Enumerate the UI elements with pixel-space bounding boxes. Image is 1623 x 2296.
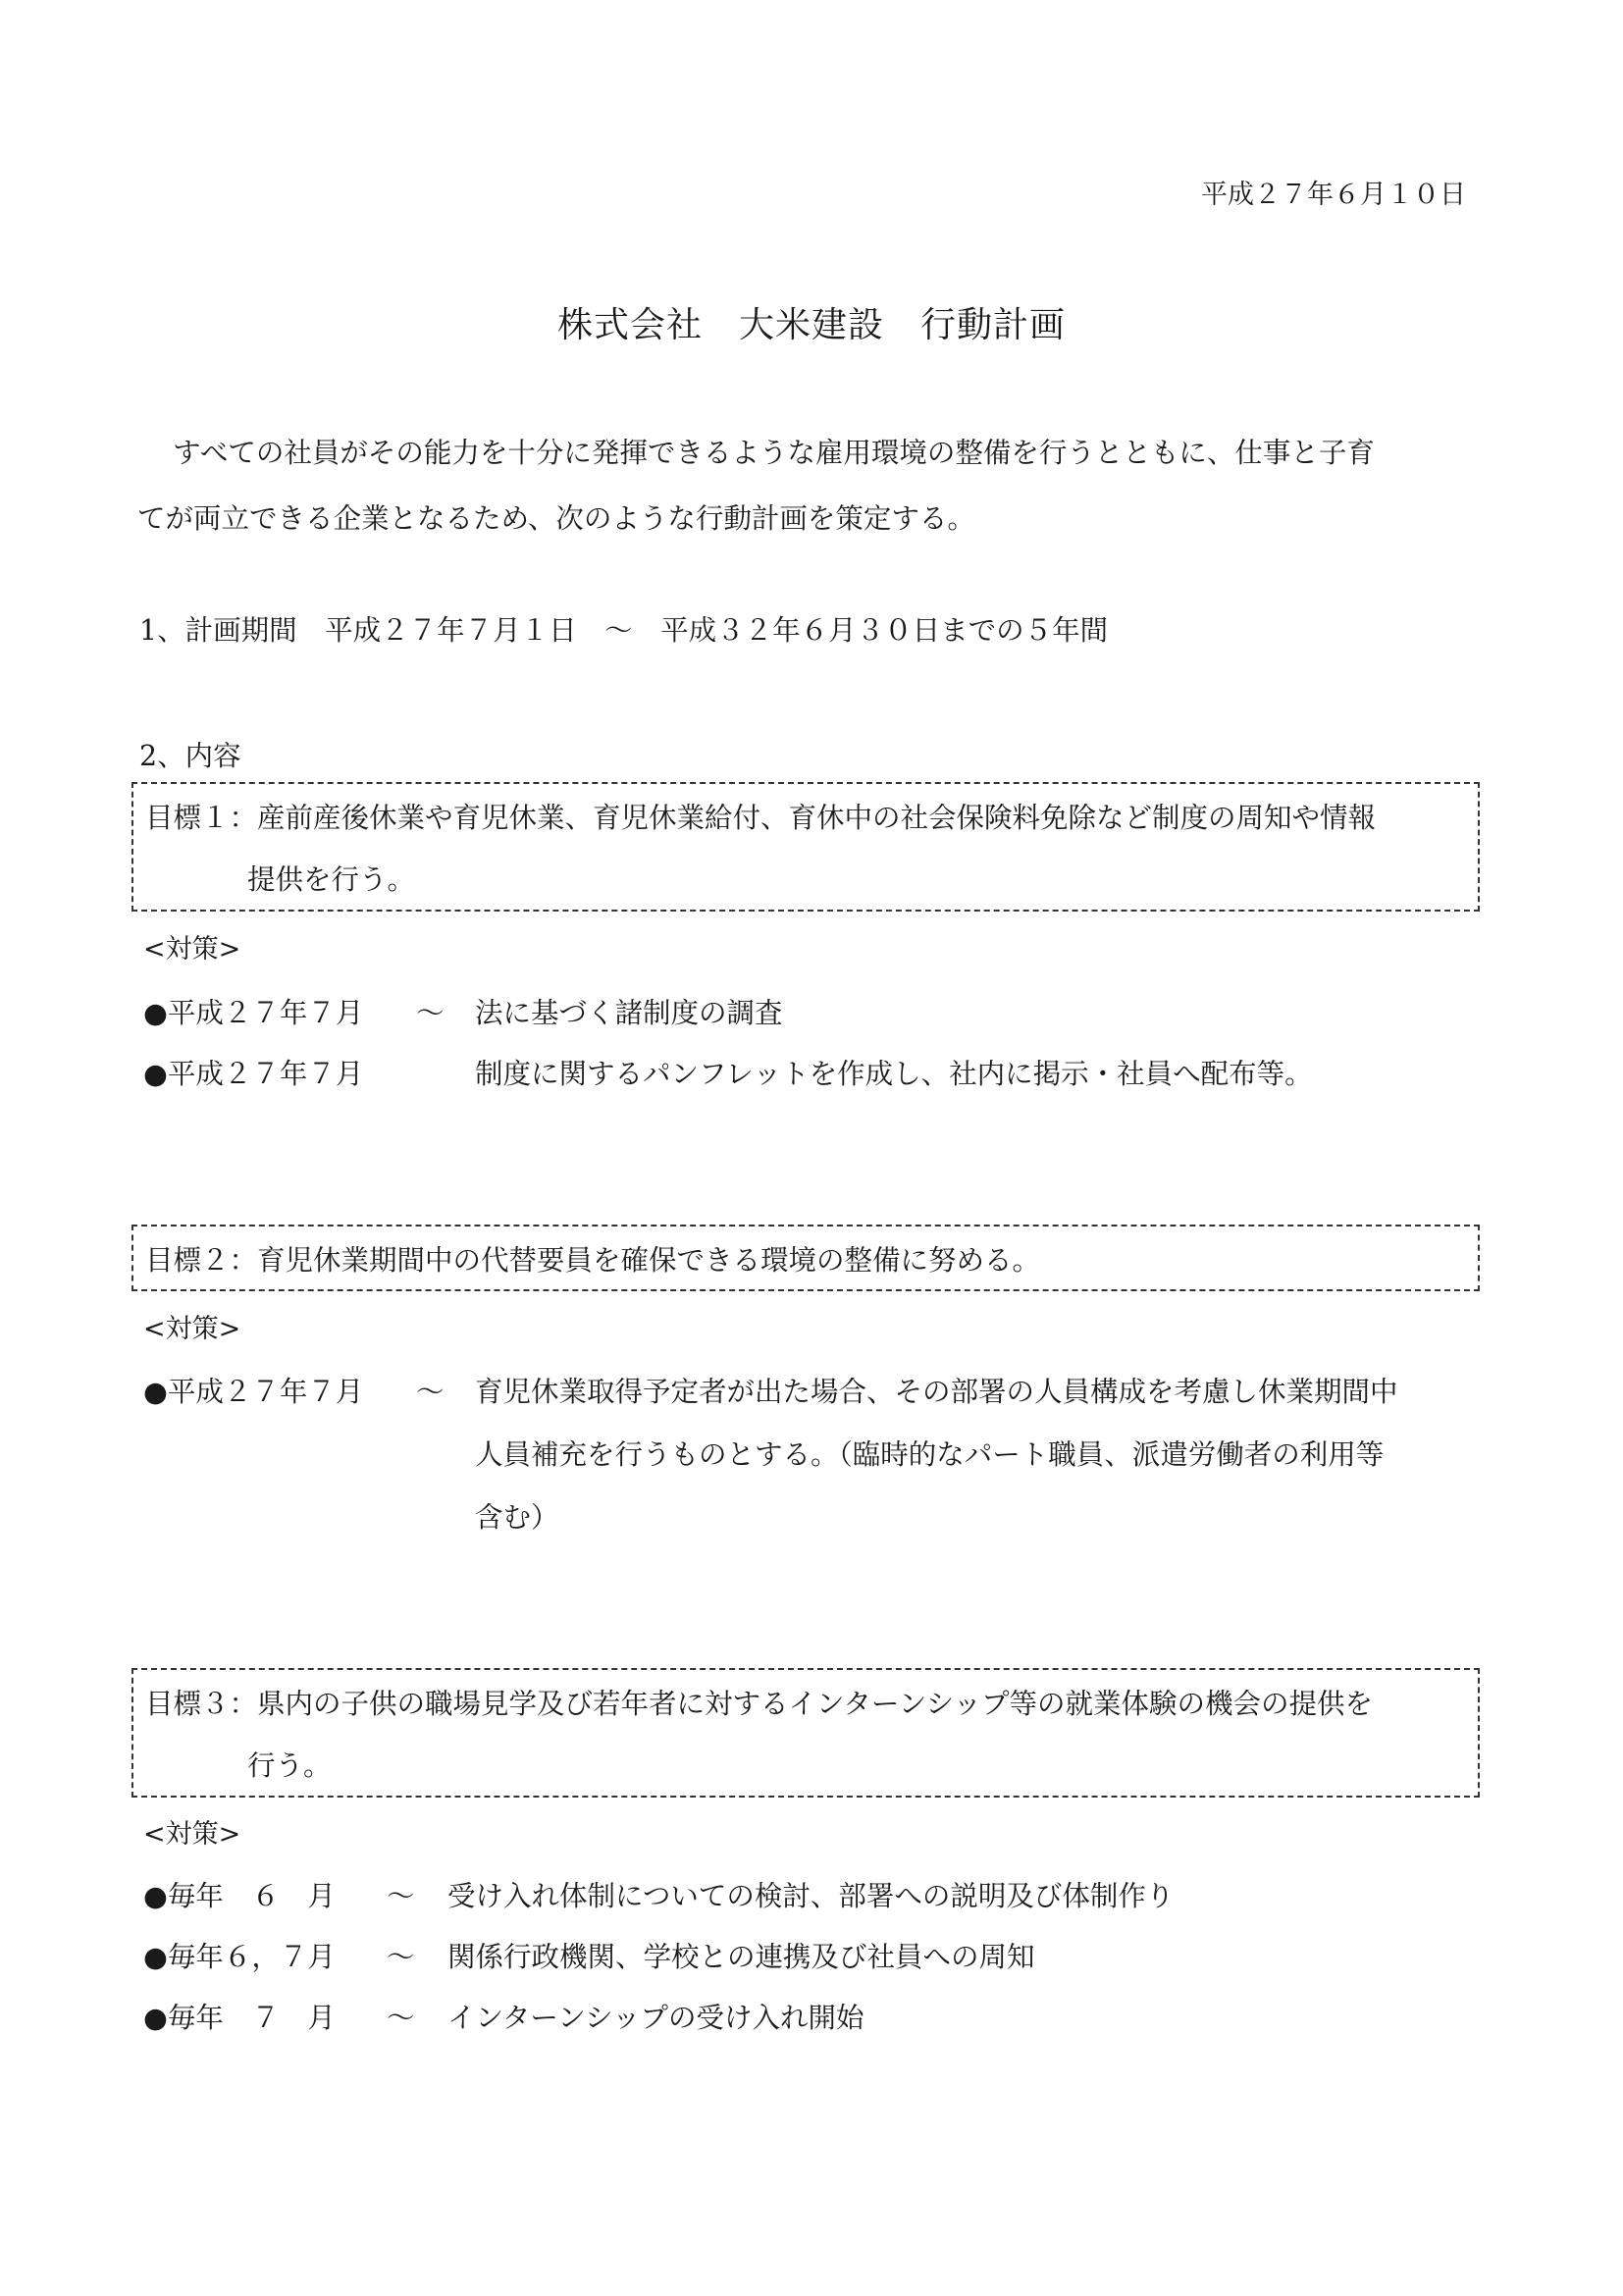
measure-date: 平成２７年７月 — [167, 997, 364, 1029]
measure-text: 制度に関するパンフレットを作成し、社内に掲示・社員へ配布等。 — [475, 1058, 1313, 1090]
measure-row — [143, 1052, 1478, 1091]
bullet-icon: ● — [143, 2002, 168, 2034]
bullet-icon: ● — [143, 1880, 168, 1912]
goal-box-3 — [131, 1668, 1480, 1798]
tilde-mark: ～ — [387, 1880, 415, 1912]
goal-line: 提供を行う。 — [247, 863, 416, 896]
content-heading: 2、内容 — [139, 740, 241, 772]
tilde-mark: ～ — [416, 997, 445, 1029]
intro-line: すべての社員がその能力を十分に発揮できるような雇用環境の整備を行うとともに、仕事と子育 — [173, 437, 1375, 469]
measure-date: 毎年 ６ 月 — [167, 1880, 336, 1912]
tilde-mark: ～ — [416, 1376, 445, 1408]
measure-text: インターンシップの受け入れ開始 — [447, 2002, 864, 2034]
bullet-icon: ● — [143, 997, 168, 1029]
bullet-icon: ● — [143, 1058, 168, 1090]
tilde-mark: ～ — [387, 1941, 415, 1973]
goal-line: 行う。 — [247, 1749, 332, 1782]
goal-box-1 — [131, 782, 1480, 912]
measure-text: 関係行政機関、学校との連携及び社員への周知 — [447, 1941, 1035, 1973]
measure-text: 法に基づく諸制度の調査 — [475, 997, 783, 1029]
measure-label: <対策> — [143, 934, 241, 965]
measure-label: <対策> — [143, 1819, 241, 1850]
measure-date: 平成２７年７月 — [167, 1058, 364, 1090]
measure-text: 含む） — [475, 1501, 559, 1534]
measure-text: 人員補充を行うものとする。（臨時的なパート職員、派遣労働者の利用等 — [475, 1438, 1385, 1471]
goal-line: 目標３：県内の子供の職場見学及び若年者に対するインターンシップ等の就業体験の機会の提供を — [145, 1688, 1374, 1720]
measure-row — [143, 1370, 1478, 1537]
measure-date: 毎年 ７ 月 — [167, 2002, 336, 2034]
measure-label: <対策> — [143, 1314, 241, 1344]
measure-text: 育児休業取得予定者が出た場合、その部署の人員構成を考慮し休業期間中 — [475, 1376, 1398, 1408]
intro-line: てが両立できる企業となるため、次のような行動計画を策定する。 — [137, 502, 975, 535]
goal-line: 目標２：育児休業期間中の代替要員を確保できる環境の整備に努める。 — [145, 1244, 1041, 1277]
goal-box-2 — [131, 1225, 1480, 1291]
measure-date: 平成２７年７月 — [167, 1376, 364, 1408]
tilde-mark: ～ — [387, 2002, 415, 2034]
goal-line: 目標１：産前産後休業や育児休業、育児休業給付、育休中の社会保険料免除など制度の周知や情報 — [145, 802, 1377, 834]
plan-period: 1、計画期間 平成２７年７月１日 ～ 平成３２年６月３０日までの５年間 — [139, 614, 1109, 647]
measure-row — [143, 1935, 1478, 1974]
measure-row — [143, 1874, 1478, 1913]
measure-date: 毎年６，７月 — [167, 1941, 336, 1973]
document-date: 平成２７年６月１０日 — [1201, 180, 1466, 210]
measure-row — [143, 1996, 1478, 2035]
document-title: 株式会社 大米建設 行動計画 — [556, 305, 1066, 345]
bullet-icon: ● — [143, 1941, 168, 1973]
measure-text: 受け入れ体制についての検討、部署への説明及び体制作り — [447, 1880, 1175, 1912]
intro-paragraph — [137, 420, 1482, 551]
measure-row — [143, 991, 1478, 1030]
bullet-icon: ● — [143, 1376, 168, 1408]
